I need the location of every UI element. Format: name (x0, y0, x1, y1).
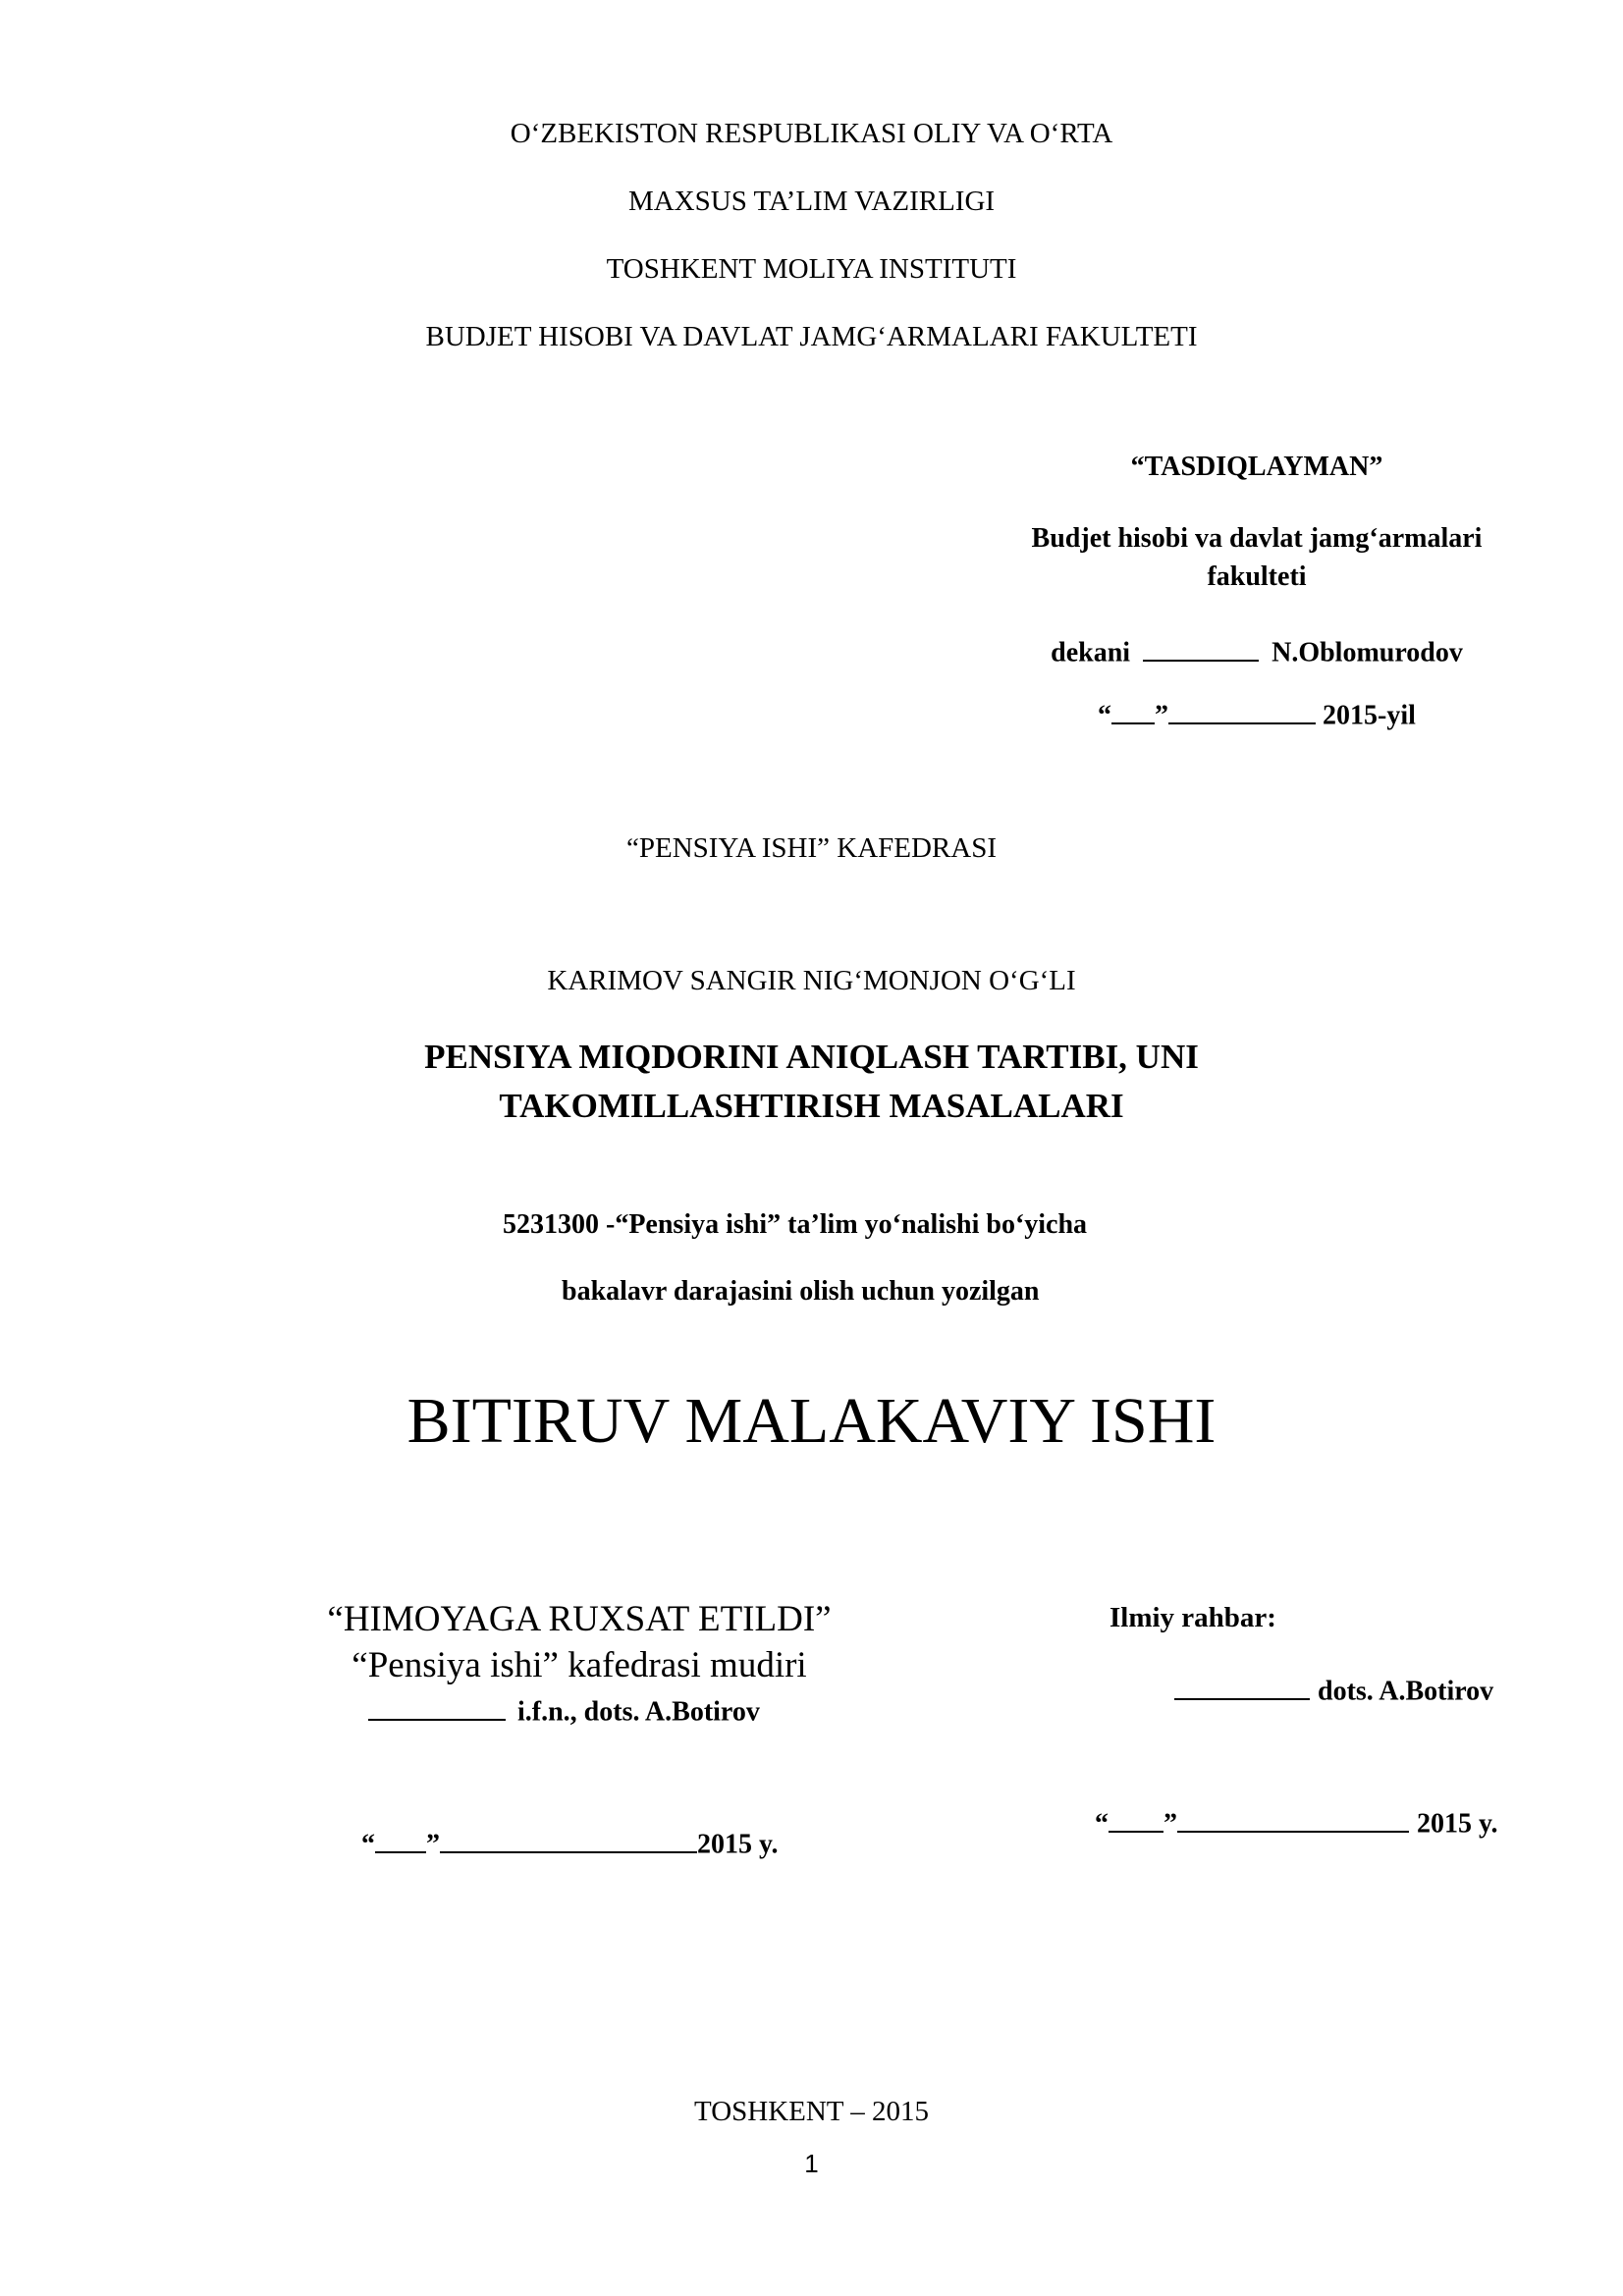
head-signature-line (368, 1692, 760, 1729)
day-blank (1111, 696, 1155, 724)
quote-close: ” (426, 1829, 440, 1860)
specialty-line-1: 5231300 -“Pensiya ishi” ta’lim yo‘nalishi bo‘yicha (503, 1209, 1088, 1240)
defense-position: “Pensiya ishi” kafedrasi mudiri (352, 1645, 807, 1685)
approval-position-line-1: Budjet hisobi va davlat jamg‘armalari (1031, 523, 1483, 554)
supervisor-name: dots. A.Botirov (1318, 1676, 1494, 1707)
supervisor-heading: Ilmiy rahbar: (1109, 1602, 1276, 1633)
ministry-line-1: O‘ZBEKISTON RESPUBLIKASI OLIY VA O‘RTA (510, 118, 1113, 149)
approval-year: 2015-yil (1323, 700, 1416, 731)
approval-block (982, 452, 1532, 746)
signature-blank (368, 1692, 506, 1721)
dean-name: N.Oblomurodov (1271, 637, 1463, 668)
defense-date-line (361, 1825, 778, 1861)
institute-name: TOSHKENT MOLIYA INSTITUTI (606, 253, 1017, 285)
defense-year: 2015 y. (697, 1829, 779, 1860)
signature-blank (1143, 633, 1259, 662)
faculty-name: BUDJET HISOBI VA DAVLAT JAMG‘ARMALARI FAKULTETI (425, 321, 1198, 352)
month-blank (440, 1825, 697, 1853)
ministry-line-2: MAXSUS TA’LIM VAZIRLIGI (627, 186, 996, 217)
work-type-heading: BITIRUV MALAKAVIY ISHI (406, 1385, 1217, 1457)
quote-open: “ (1098, 700, 1112, 731)
city-year: TOSHKENT – 2015 (694, 2096, 929, 2127)
dean-label: dekani (1051, 637, 1131, 668)
author-name: KARIMOV SANGIR NIG‘MONJON O‘G‘LI (547, 965, 1076, 996)
month-blank (1168, 696, 1316, 724)
quote-close: ” (1163, 1808, 1177, 1840)
quote-close: ” (1155, 700, 1169, 731)
quote-open: “ (1095, 1808, 1109, 1840)
month-blank (1177, 1804, 1409, 1833)
supervisor-year: 2015 y. (1417, 1808, 1498, 1840)
day-blank (1109, 1804, 1163, 1833)
approval-date-line (982, 696, 1532, 732)
quote-open: “ (361, 1829, 375, 1860)
department-name: “PENSIYA ISHI” KAFEDRASI (625, 832, 997, 864)
supervisor-date-line (1095, 1804, 1497, 1841)
day-blank (375, 1825, 426, 1853)
defense-heading: “HIMOYAGA RUXSAT ETILDI” (327, 1599, 832, 1639)
dean-signature-line (982, 633, 1532, 669)
signature-blank (1174, 1672, 1310, 1700)
page-number: 1 (804, 2149, 819, 2178)
head-name: i.f.n., dots. A.Botirov (517, 1696, 760, 1728)
thesis-title-line-2: TAKOMILLASHTIRISH MASALALARI (499, 1087, 1124, 1125)
approval-heading: “TASDIQLAYMAN” (1130, 452, 1383, 482)
approval-position-line-2: fakulteti (1207, 561, 1307, 592)
specialty-line-2: bakalavr darajasini olish uchun yozilgan (562, 1276, 1040, 1307)
thesis-title-line-1: PENSIYA MIQDORINI ANIQLASH TARTIBI, UNI (424, 1038, 1199, 1076)
supervisor-signature-line (1174, 1672, 1493, 1708)
